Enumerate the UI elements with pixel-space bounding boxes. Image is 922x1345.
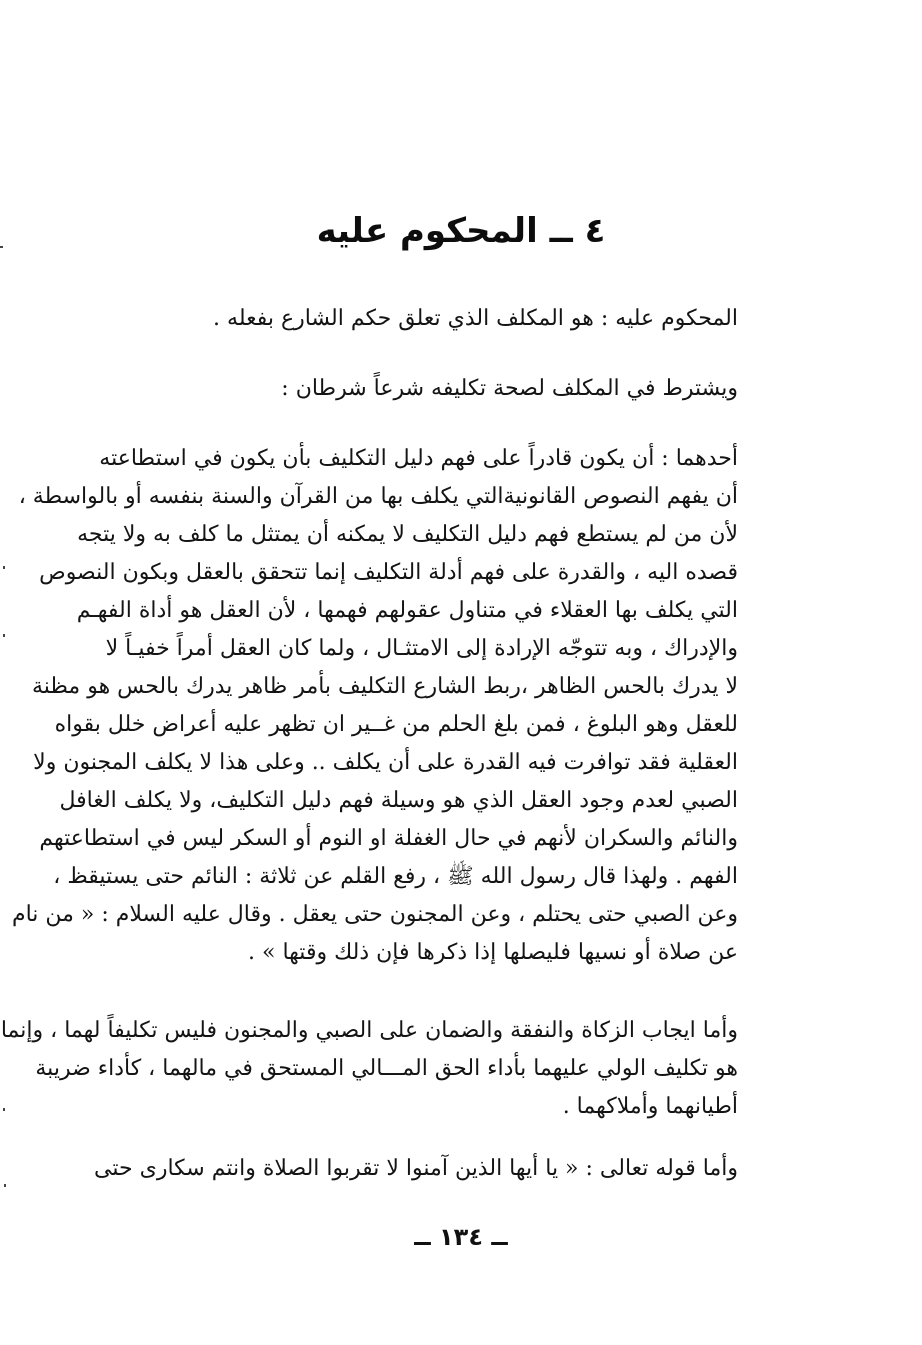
text-line: العقلية فقد توافرت فيه القدرة على أن يكلف .. وعلى هذا لا يكلف المجنون ولا xyxy=(33,750,738,775)
text-line: وأما قوله تعالى : « يا أيها الذين آمنوا لا تقربوا الصلاة وانتم سكارى حتى xyxy=(94,1156,738,1181)
scan-edge-mark xyxy=(3,1108,5,1111)
text-line: الفهم . ولهذا قال رسول الله ﷺ ، رفع القلم عن ثلاثة : النائم حتى يستيقظ ، xyxy=(53,864,738,889)
third-paragraph xyxy=(94,1150,738,1188)
page-number: ــ ١٣٤ ــ xyxy=(414,1223,508,1251)
text-line: أحدهما : أن يكون قادراً على فهم دليل التكليف بأن يكون في استطاعته xyxy=(99,446,738,471)
text-line: هو تكليف الولي عليهما بأداء الحق المـــالي المستحق في مالهما ، كأداء ضريبة xyxy=(35,1056,738,1081)
text-line: عن صلاة أو نسيها فليصلها إذا ذكرها فإن ذلك وقتها » . xyxy=(248,940,738,965)
text-line: أن يفهم النصوص القانونيةالتي يكلف بها من القرآن والسنة بنفسه أو بالواسطة ، xyxy=(18,484,738,509)
text-line: ويشترط في المكلف لصحة تكليفه شرعاً شرطان : xyxy=(281,376,738,401)
first-condition-paragraph xyxy=(11,440,738,972)
scan-edge-mark xyxy=(3,566,5,569)
definition-paragraph xyxy=(118,300,738,338)
conditions-intro-paragraph xyxy=(118,370,738,408)
text-line: والإدراك ، وبه تتوجّه الإرادة إلى الامتثـال ، ولما كان العقل أمراً خفيـاً لا xyxy=(105,636,738,661)
text-line: وأما ايجاب الزكاة والنفقة والضمان على الصبي والمجنون فليس تكليفاً لهما ، وإنما xyxy=(0,1018,738,1043)
text-line: المحكوم عليه : هو المكلف الذي تعلق حكم الشارع بفعله . xyxy=(213,306,738,331)
text-line: الصبي لعدم وجود العقل الذي هو وسيلة فهم دليل التكليف، ولا يكلف الغافل xyxy=(59,788,738,813)
text-line: لا يدرك بالحس الظاهر ،ربط الشارع التكليف بأمر ظاهر يدرك بالحس هو مظنة xyxy=(31,674,738,699)
text-line: أطيانهما وأملاكهما . xyxy=(562,1094,738,1119)
section-title: ٤ ــ المحكوم عليه xyxy=(316,211,606,251)
text-line: لأن من لم يستطع فهم دليل التكليف لا يمكنه أن يمتثل ما كلف به ولا يتجه xyxy=(77,522,738,547)
text-line: للعقل وهو البلوغ ، فمن بلغ الحلم من غــير ان تظهر عليه أعراض خلل بقواه xyxy=(54,712,738,737)
text-line: التي يكلف بها العقلاء في متناول عقولهم فهمها ، لأن العقل هو أداة الفهـم xyxy=(76,598,738,623)
second-paragraph xyxy=(0,1012,738,1126)
text-line: وعن الصبي حتى يحتلم ، وعن المجنون حتى يعقل . وقال عليه السلام : « من نام xyxy=(11,902,738,927)
scan-edge-mark xyxy=(3,634,5,637)
text-line: قصده اليه ، والقدرة على فهم أدلة التكليف إنما تتحقق بالعقل وبكون النصوص xyxy=(39,560,738,585)
text-line: والنائم والسكران لأنهم في حال الغفلة او النوم أو السكر ليس في استطاعتهم xyxy=(39,826,738,851)
scan-edge-mark xyxy=(4,1184,6,1187)
